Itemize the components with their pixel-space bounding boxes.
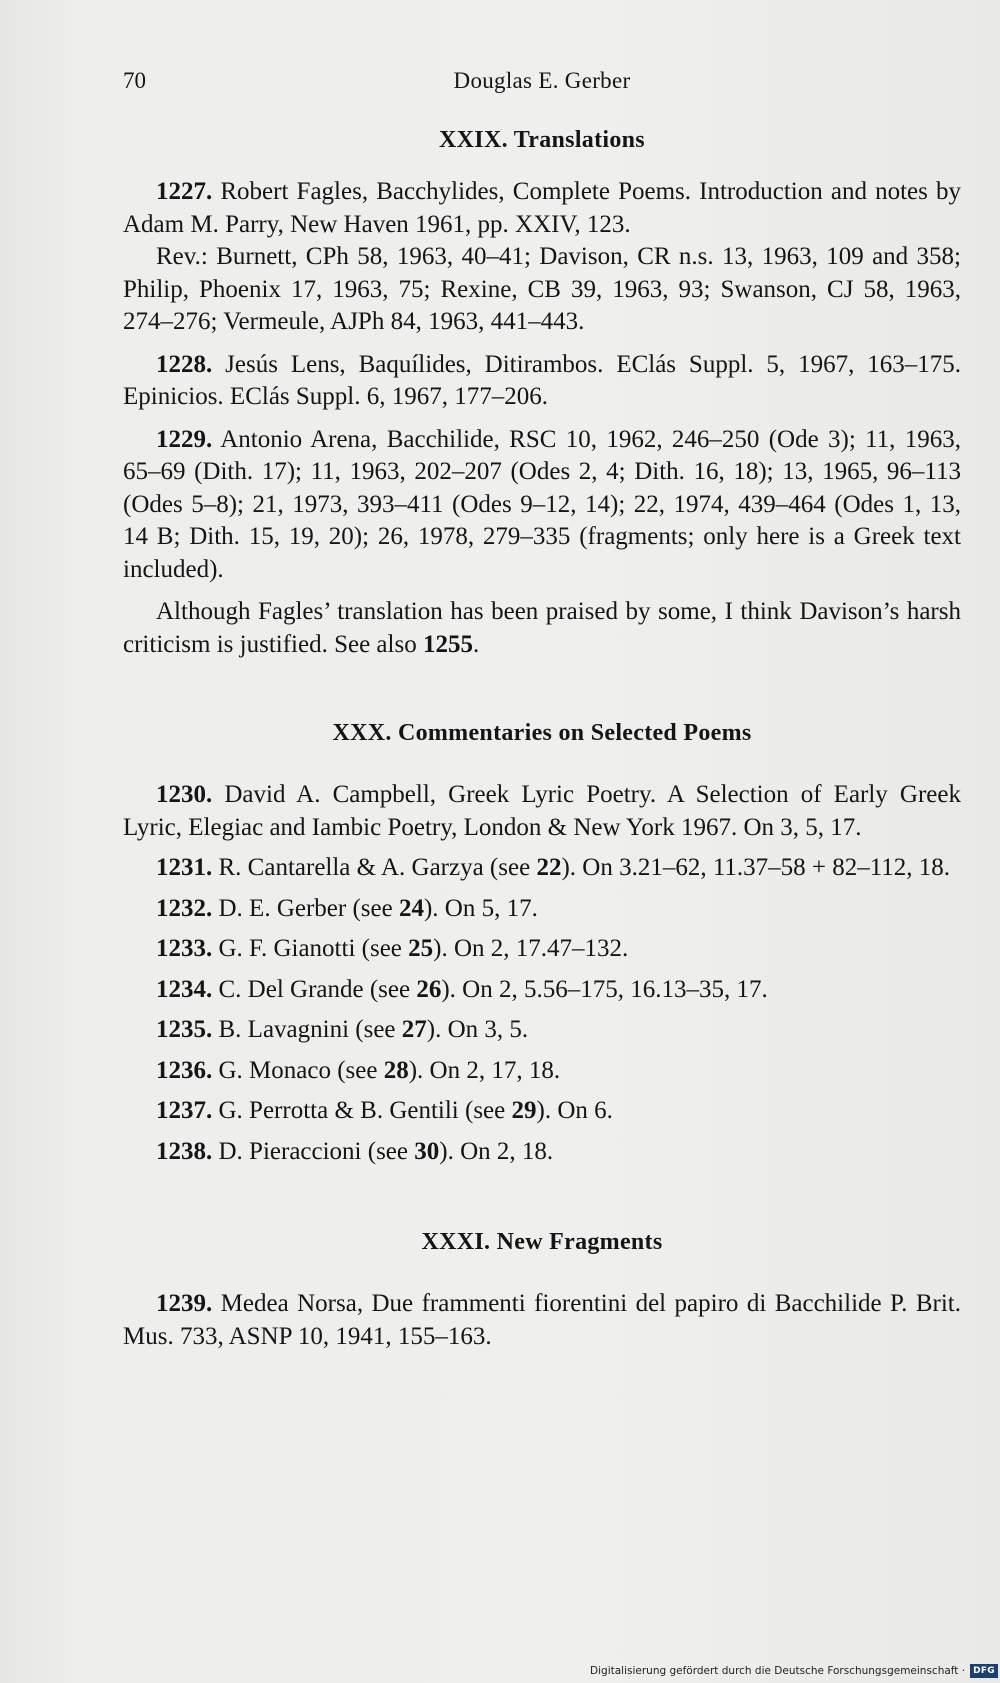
section-commentaries (123, 717, 961, 1168)
entry-number: 1232. (156, 894, 213, 922)
entry-number: 1229. (156, 425, 213, 453)
entry-number: 1235. (156, 1016, 213, 1043)
cross-ref: 25 (408, 935, 434, 962)
running-head: Douglas E. Gerber (453, 68, 631, 93)
entry-1231 (123, 852, 961, 885)
entry-number: 1233. (156, 935, 213, 962)
entry-number: 1237. (156, 1097, 213, 1124)
cross-ref: 22 (536, 854, 562, 881)
entry-1230 (123, 779, 961, 844)
cross-ref: 29 (511, 1097, 537, 1124)
section-heading: XXIX. Translations (439, 127, 645, 153)
section-heading: XXX. Commentaries on Selected Poems (332, 720, 752, 746)
entry-1239 (123, 1288, 961, 1353)
page-header (123, 68, 961, 98)
entry-text: Jesús Lens, Baquílides, Ditirambos. EClás Suppl. 5, 1967, 163–175. Epinicios. EClás Suppl. 6, 1967, 177–206. (123, 350, 961, 410)
entry-1227 (123, 176, 961, 241)
entry-reviews (123, 241, 961, 339)
entry-number: 1239. (156, 1290, 213, 1317)
entry-number: 1227. (156, 178, 213, 205)
entry-text: ). On 3, 5. (426, 1016, 529, 1043)
note-ref: 1255 (422, 630, 473, 658)
cross-ref: 27 (401, 1016, 427, 1043)
entry-text: G. F. Gianotti (see (212, 935, 409, 962)
entry-text: Medea Norsa, Due frammenti fiorentini del papiro di Bacchilide P. Brit. Mus. 733, ASNP 10, 1941, 155–163. (123, 1290, 961, 1350)
section-new-fragments (123, 1226, 961, 1353)
entry-number: 1238. (156, 1137, 213, 1165)
page-body (123, 124, 961, 1353)
entry-text: Robert Fagles, Bacchylides, Complete Poems. Introduction and notes by Adam M. Parry, New Haven 1961, pp. XXIV, 123. (123, 178, 961, 238)
entry-1229 (123, 424, 961, 587)
entry-1235 (123, 1014, 961, 1047)
entry-text: C. Del Grande (see (212, 975, 417, 1003)
entry-text: B. Lavagnini (see (212, 1016, 402, 1043)
cross-ref: 28 (383, 1056, 409, 1084)
digitization-footer (590, 1659, 1000, 1683)
entry-1234 (123, 974, 961, 1007)
entry-text: David A. Campbell, Greek Lyric Poetry. A Selection of Early Greek Lyric, Elegiac and Iambic Poetry, London & New York 1967. On 3, 5, 17. (123, 781, 961, 841)
entry-text: ). On 2, 18. (439, 1137, 554, 1165)
dfg-logo: DFG (970, 1664, 998, 1678)
entry-text: D. Pieraccioni (see (212, 1137, 415, 1165)
cross-ref: 30 (414, 1137, 440, 1165)
entry-1228 (123, 349, 961, 414)
entry-text: Rev.: Burnett, CPh 58, 1963, 40–41; Davison, CR n.s. 13, 1963, 109 and 358; Philip, Phoenix 17, 1963, 75; Rexine, CB 39, 1963, 93; Swanson, CJ 58, 1963, 274–276; Vermeule, AJPh 84, 1963, 441–443. (123, 243, 961, 335)
entry-text: ). On 2, 5.56–175, 16.13–35, 17. (441, 975, 768, 1003)
page-number: 70 (123, 68, 146, 93)
editor-note (123, 596, 961, 661)
section-translations (123, 124, 961, 661)
cross-ref: 24 (398, 894, 424, 922)
cross-ref: 26 (416, 975, 442, 1003)
entry-number: 1234. (156, 975, 213, 1003)
entry-1232 (123, 893, 961, 926)
entry-text: Antonio Arena, Bacchilide, RSC 10, 1962, 246–250 (Ode 3); 11, 1963, 65–69 (Dith. 17); 11, 1963, 202–207 (Odes 2, 4; Dith. 16, 18); 13, 1965, 96–113 (Odes 5–8); 21, 1973, 393–411 (Odes 9–12, 14); 22, 1974, 439–464 (Odes 1, 13, 14 B; Dith. 15, 19, 20); 26, 1978, 279–335 (fragments; only here is a Greek text included). (123, 425, 961, 583)
entry-text: ). On 2, 17, 18. (408, 1056, 561, 1084)
entry-1236 (123, 1055, 961, 1088)
section-heading: XXXI. New Fragments (421, 1229, 663, 1255)
entry-text: ). On 5, 17. (423, 894, 538, 922)
entry-number: 1230. (156, 781, 213, 808)
entry-text: G. Perrotta & B. Gentili (see (212, 1097, 512, 1124)
entry-1238 (123, 1136, 961, 1169)
note-text: Although Fagles’ translation has been praised by some, I think Davison’s harsh criticism is justified. See also (123, 598, 961, 658)
entry-number: 1231. (156, 854, 213, 881)
note-end: . (472, 630, 480, 658)
entry-text: ). On 2, 17.47–132. (433, 935, 629, 962)
entry-1237 (123, 1095, 961, 1128)
entry-text: ). On 6. (536, 1097, 613, 1124)
entry-1233 (123, 933, 961, 966)
entry-text: ). On 3.21–62, 11.37–58 + 82–112, 18. (561, 854, 951, 881)
entry-text: G. Monaco (see (212, 1056, 384, 1084)
entry-text: R. Cantarella & A. Garzya (see (212, 854, 537, 881)
entry-text: D. E. Gerber (see (212, 894, 399, 922)
footer-credit: Digitalisierung gefördert durch die Deutsche Forschungsgemeinschaft · (590, 1665, 966, 1677)
entry-number: 1236. (156, 1056, 213, 1084)
entry-number: 1228. (156, 350, 213, 378)
